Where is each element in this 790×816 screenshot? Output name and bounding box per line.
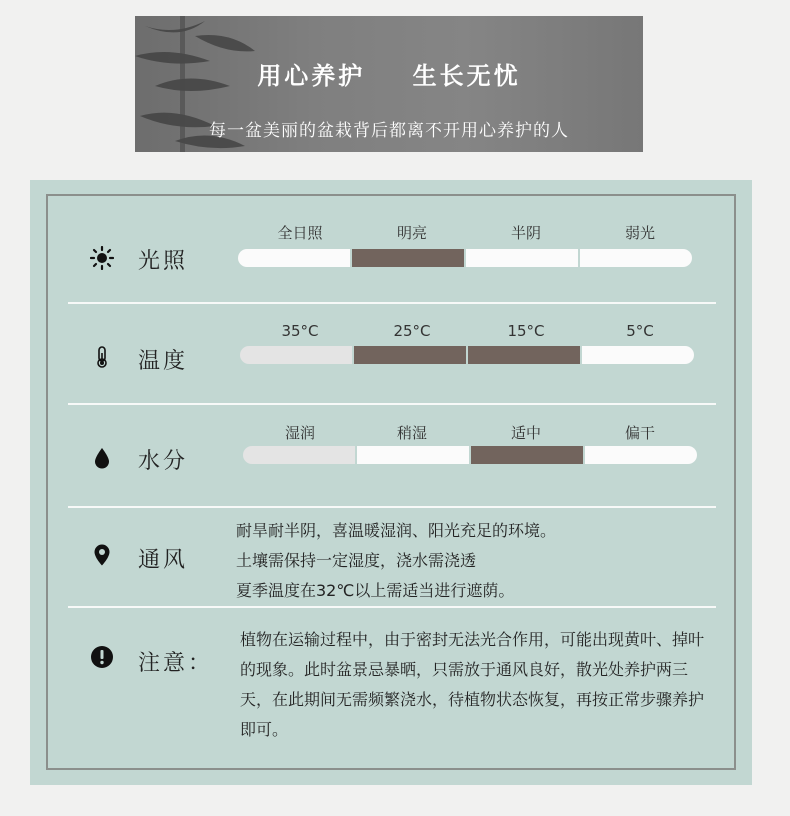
sun-icon bbox=[90, 246, 114, 270]
light-level-1: 全日照 bbox=[277, 224, 323, 242]
light-segment-2 bbox=[352, 249, 464, 267]
ventilation-line-2: 土壤需保持一定湿度，浇水需浇透 bbox=[236, 551, 477, 570]
moisture-segment-4 bbox=[585, 446, 697, 464]
temperature-level-1: 35°C bbox=[281, 322, 319, 340]
temperature-segment-1 bbox=[240, 346, 352, 364]
light-level-4: 弱光 bbox=[624, 224, 655, 242]
ventilation-label: 通风 bbox=[138, 548, 189, 573]
light-scale-bar bbox=[238, 249, 692, 267]
divider bbox=[68, 302, 716, 304]
moisture-segment-2 bbox=[357, 446, 469, 464]
moisture-level-3: 适中 bbox=[510, 424, 541, 442]
temperature-label: 温度 bbox=[138, 349, 189, 374]
moisture-level-2: 稍湿 bbox=[396, 424, 427, 442]
temperature-segment-4 bbox=[582, 346, 694, 364]
thermometer-icon bbox=[90, 345, 114, 369]
light-segment-3 bbox=[466, 249, 578, 267]
temperature-level-4: 5°C bbox=[626, 322, 654, 340]
moisture-segment-3 bbox=[471, 446, 583, 464]
temperature-segment-3 bbox=[468, 346, 580, 364]
moisture-label: 水分 bbox=[138, 449, 189, 474]
temperature-level-2: 25°C bbox=[393, 322, 431, 340]
temperature-segment-2 bbox=[354, 346, 466, 364]
light-level-2: 明亮 bbox=[396, 224, 427, 242]
divider bbox=[68, 403, 716, 405]
temperature-level-3: 15°C bbox=[507, 322, 545, 340]
banner-title bbox=[135, 56, 643, 91]
location-pin-icon bbox=[90, 543, 114, 567]
water-drop-icon bbox=[90, 446, 114, 470]
banner-title-left: 用心养护 bbox=[257, 61, 366, 90]
ventilation-line-3: 夏季温度在32℃以上需适当进行遮荫。 bbox=[236, 581, 515, 600]
moisture-segment-1 bbox=[243, 446, 355, 464]
banner-subtitle: 每一盆美丽的盆栽背后都离不开用心养护的人 bbox=[209, 121, 569, 141]
ventilation-description bbox=[236, 516, 556, 606]
light-segment-4 bbox=[580, 249, 692, 267]
caution-label: 注意： bbox=[138, 651, 214, 676]
ventilation-line-1: 耐旱耐半阴，喜温暖湿润、阳光充足的环境。 bbox=[236, 521, 557, 540]
moisture-scale-bar bbox=[243, 446, 697, 464]
divider bbox=[68, 606, 716, 608]
light-label: 光照 bbox=[138, 249, 189, 274]
moisture-level-4: 偏干 bbox=[624, 424, 655, 442]
temperature-scale-bar bbox=[240, 346, 694, 364]
moisture-level-1: 湿润 bbox=[284, 424, 315, 442]
light-level-3: 半阴 bbox=[510, 224, 541, 242]
light-segment-1 bbox=[238, 249, 350, 267]
exclamation-icon bbox=[90, 645, 114, 669]
divider bbox=[68, 506, 716, 508]
header-banner bbox=[135, 16, 643, 152]
caution-text: 植物在运输过程中，由于密封无法光合作用，可能出现黄叶、掉叶的现象。此时盆景忌暴晒，只需放于通风良好，散光处养护两三天，在此期间无需频繁浇水，待植物状态恢复，再按正常步骤养护即可。 bbox=[240, 630, 705, 739]
banner-title-right: 生长无忧 bbox=[412, 61, 521, 90]
